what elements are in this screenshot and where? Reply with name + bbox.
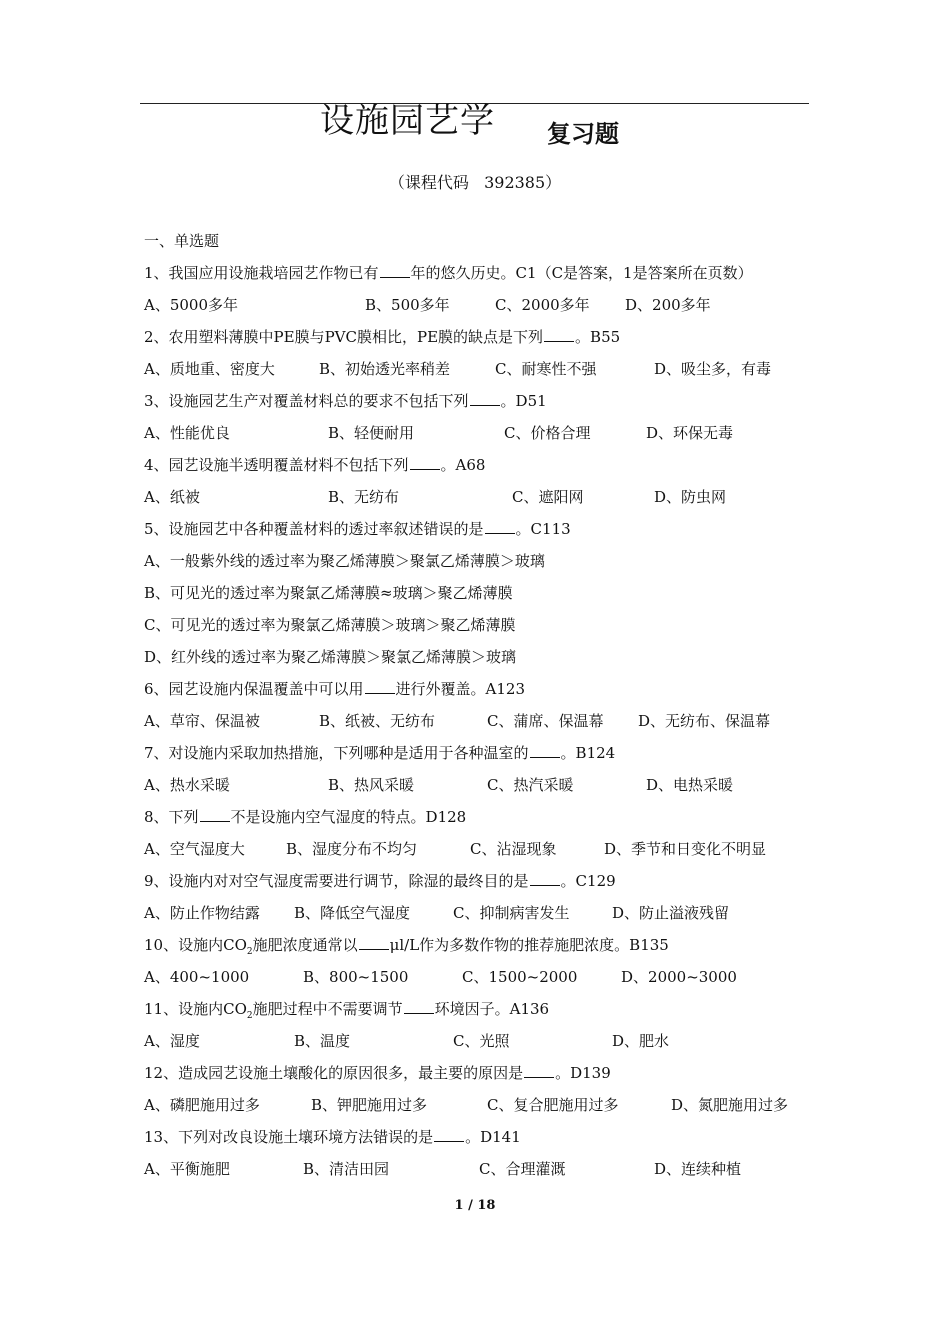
question-3: 3、设施园艺生产对覆盖材料总的要求不包括下列 。D51 [144, 392, 547, 410]
option-d: D、连续种植 [654, 1160, 742, 1178]
question-13: 13、下列对改良设施土壤环境方法错误的是 。D141 [144, 1128, 521, 1146]
options-6 [144, 705, 824, 737]
answer-blank [530, 743, 560, 758]
option-a: A、性能优良 [144, 424, 230, 442]
option-a: A、5000多年 [144, 296, 239, 314]
option-a: A、草帘、保温被 [144, 712, 260, 730]
question-5: 5、设施园艺中各种覆盖材料的透过率叙述错误的是 。C113 [144, 520, 571, 538]
option-d: D、防虫网 [654, 488, 727, 506]
option-b: B、800~1500 [303, 968, 409, 986]
answer-blank [380, 263, 410, 278]
option-c: C、遮阳网 [512, 488, 584, 506]
option-d: D、200多年 [625, 296, 711, 314]
answer-blank [200, 807, 230, 822]
option-a: A、质地重、密度大 [144, 360, 275, 378]
question-6: 6、园艺设施内保温覆盖中可以用 进行外覆盖。A123 [144, 680, 526, 698]
option-c: C、光照 [453, 1032, 510, 1050]
answer-blank [530, 871, 560, 886]
answer-blank [410, 455, 440, 470]
answer-blank [544, 327, 574, 342]
course-code: （课程代码 392385） [388, 173, 562, 192]
question-11: 11、设施内$CO_2$施肥过程中不需要调节 环境因子。A136 [144, 1000, 550, 1021]
option-c: C、1500~2000 [462, 968, 578, 986]
option-a: A、一般紫外线的透过率为聚乙烯薄膜＞聚氯乙烯薄膜＞玻璃 [144, 552, 545, 570]
options-3 [144, 417, 824, 449]
option-a: A、平衡施肥 [144, 1160, 230, 1178]
options-10 [144, 961, 824, 993]
answer-blank [365, 679, 395, 694]
question-2: 2、农用塑料薄膜中PE膜与PVC膜相比，PE膜的缺点是下列 。B55 [144, 328, 621, 346]
question-10: 10、设施内$CO_2$施肥浓度通常以 μl/L作为多数作物的推荐施肥浓度。B135 [144, 936, 669, 957]
option-b: B、500多年 [365, 296, 450, 314]
options-8 [144, 833, 824, 865]
option-a: A、400~1000 [144, 968, 250, 986]
option-c: C、价格合理 [504, 424, 591, 442]
option-c: C、抑制病害发生 [453, 904, 570, 922]
option-a: A、湿度 [144, 1032, 200, 1050]
option-b: B、无纺布 [328, 488, 400, 506]
option-c: C、热汽采暖 [487, 776, 574, 794]
option-b: B、热风采暖 [328, 776, 415, 794]
option-c: C、可见光的透过率为聚氯乙烯薄膜＞玻璃＞聚乙烯薄膜 [144, 616, 516, 634]
option-b: B、清洁田园 [303, 1160, 390, 1178]
options-2 [144, 353, 824, 385]
option-d: D、防止溢液残留 [612, 904, 730, 922]
question-8: 8、下列 不是设施内空气湿度的特点。D128 [144, 808, 467, 826]
option-b: B、降低空气湿度 [294, 904, 411, 922]
option-d: D、季节和日变化不明显 [604, 840, 767, 858]
option-a: A、纸被 [144, 488, 200, 506]
option-c: C、复合肥施用过多 [487, 1096, 619, 1114]
option-c: C、沾湿现象 [470, 840, 557, 858]
section-heading: 一、单选题 [144, 232, 220, 250]
option-a: A、磷肥施用过多 [144, 1096, 260, 1114]
document-subtitle: 复习题 [547, 120, 619, 148]
answer-blank [470, 391, 500, 406]
page-number: 1 / 18 [454, 1198, 496, 1213]
option-d: D、无纺布、保温幕 [638, 712, 771, 730]
question-1: 1、我国应用设施栽培园艺作物已有 年的悠久历史。C1（C是答案，1是答案所在页数） [144, 264, 753, 282]
option-d: D、电热采暖 [646, 776, 734, 794]
answer-blank [485, 519, 515, 534]
document-title: 设施园艺学 [320, 101, 495, 141]
option-c: C、蒲席、保温幕 [487, 712, 604, 730]
option-b: B、纸被、无纺布 [319, 712, 436, 730]
option-d: D、氮肥施用过多 [671, 1096, 789, 1114]
option-b: B、钾肥施用过多 [311, 1096, 428, 1114]
option-b: B、温度 [294, 1032, 351, 1050]
options-9 [144, 897, 824, 929]
options-7 [144, 769, 824, 801]
option-c: C、耐寒性不强 [495, 360, 597, 378]
option-b: B、初始透光率稍差 [319, 360, 451, 378]
option-b: B、轻便耐用 [328, 424, 415, 442]
question-9: 9、设施内对对空气湿度需要进行调节，除湿的最终目的是 。C129 [144, 872, 616, 890]
option-a: A、空气湿度大 [144, 840, 245, 858]
options-12 [144, 1089, 824, 1121]
question-7: 7、对设施内采取加热措施，下列哪种是适用于各种温室的 。B124 [144, 744, 616, 762]
option-d: D、2000~3000 [621, 968, 737, 986]
option-d: D、吸尘多，有毒 [654, 360, 772, 378]
options-13 [144, 1153, 824, 1185]
option-d: D、肥水 [612, 1032, 670, 1050]
question-12: 12、造成园艺设施土壤酸化的原因很多，最主要的原因是 。D139 [144, 1064, 611, 1082]
option-b: B、湿度分布不均匀 [286, 840, 418, 858]
answer-blank [434, 1127, 464, 1142]
option-c: C、合理灌溉 [479, 1160, 566, 1178]
option-c: C、2000多年 [495, 296, 590, 314]
options-4 [144, 481, 824, 513]
option-a: A、热水采暖 [144, 776, 230, 794]
options-11 [144, 1025, 824, 1057]
answer-blank [524, 1063, 554, 1078]
answer-blank [359, 935, 389, 950]
answer-blank [404, 999, 434, 1014]
option-d: D、环保无毒 [646, 424, 734, 442]
option-a: A、防止作物结露 [144, 904, 260, 922]
question-4: 4、园艺设施半透明覆盖材料不包括下列 。A68 [144, 456, 486, 474]
option-b: B、可见光的透过率为聚氯乙烯薄膜≈玻璃＞聚乙烯薄膜 [144, 584, 513, 602]
option-d: D、红外线的透过率为聚乙烯薄膜＞聚氯乙烯薄膜＞玻璃 [144, 648, 517, 666]
options-1 [144, 289, 824, 321]
